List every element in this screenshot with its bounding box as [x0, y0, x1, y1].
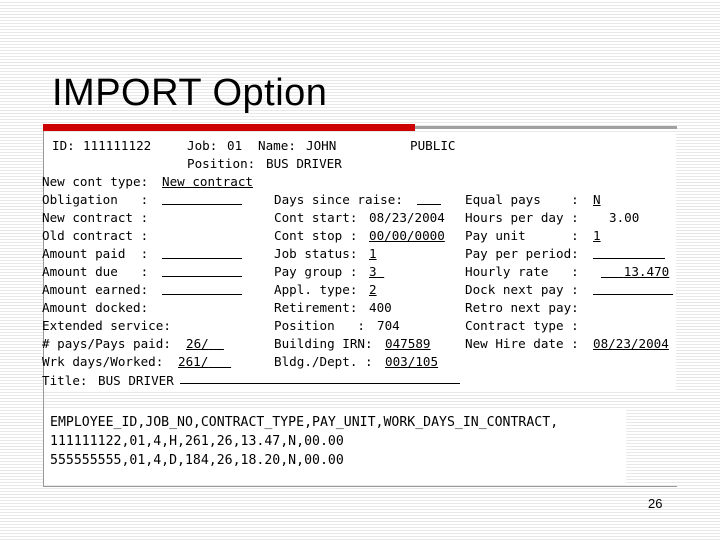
pays-label: # pays/Pays paid:	[42, 336, 171, 351]
pay-group-value: 3	[369, 264, 377, 279]
job-label: Job:	[187, 138, 218, 153]
building-irn-label: Building IRN:	[274, 336, 373, 351]
hours-per-day-value: 3.00	[609, 210, 640, 225]
csv-data-line: 111111122,01,4,H,261,26,13.47,N,00.00	[50, 434, 344, 449]
terminal-screen	[44, 134, 676, 392]
dock-next-pay-field[interactable]	[593, 283, 673, 298]
cont-start-label: Cont start:	[274, 210, 358, 225]
pay-unit-field[interactable]: 1	[593, 228, 601, 243]
days-since-raise-field[interactable]	[417, 193, 441, 208]
days-since-raise-label: Days since raise:	[274, 192, 403, 207]
title-accent-bar	[43, 124, 415, 131]
wrk-days-field[interactable]	[178, 355, 231, 369]
hours-per-day-label: Hours per day :	[465, 210, 579, 225]
title-divider	[415, 126, 677, 129]
title-label: Title:	[42, 373, 88, 388]
pay-per-period-field[interactable]	[593, 247, 665, 262]
new-cont-type-field[interactable]: New contract	[162, 174, 253, 189]
cont-stop-label: Cont stop :	[274, 228, 358, 243]
id-label: ID:	[52, 138, 75, 153]
first-name: JOHN	[306, 138, 337, 153]
dock-next-pay-label: Dock next pay :	[465, 282, 579, 297]
title-field-underline	[180, 383, 460, 384]
new-cont-type-label: New cont type:	[42, 174, 149, 189]
hourly-rate-field[interactable]	[601, 265, 669, 279]
wrk-days-label: Wrk days/Worked:	[42, 354, 164, 369]
amount-earned-label: Amount earned:	[42, 282, 149, 297]
id-value: 111111122	[83, 138, 152, 153]
amount-paid-label: Amount paid :	[42, 246, 149, 261]
obligation-field[interactable]	[162, 193, 242, 208]
building-irn-field[interactable]: 047589	[385, 336, 431, 351]
wrk-days-value: 261/	[178, 354, 209, 369]
csv-import-sample	[44, 410, 626, 485]
pays-field[interactable]	[186, 337, 224, 351]
retirement-value: 400	[369, 300, 392, 315]
pay-group-label: Pay group :	[274, 264, 358, 279]
old-contract-label: Old contract :	[42, 228, 149, 243]
position-value: BUS DRIVER	[266, 156, 342, 171]
amount-due-label: Amount due :	[42, 264, 149, 279]
pays-value: 26/	[186, 336, 209, 351]
name-label: Name:	[258, 138, 296, 153]
job-status-label: Job status:	[274, 246, 358, 261]
new-hire-date-label: New Hire date :	[465, 336, 579, 351]
amount-due-field[interactable]	[162, 265, 242, 280]
extended-service-label: Extended service:	[42, 318, 171, 333]
page-number: 26	[648, 496, 663, 511]
slide-title: IMPORT Option	[52, 72, 328, 114]
appl-type-label: Appl. type:	[274, 282, 358, 297]
hourly-rate-label: Hourly rate :	[465, 264, 579, 279]
new-contract-label: New contract :	[42, 210, 149, 225]
amount-earned-field[interactable]	[162, 283, 242, 298]
job-status-field[interactable]: 1	[369, 246, 377, 261]
position-label: Position:	[187, 156, 256, 171]
position-code-value: 704	[377, 318, 400, 333]
csv-data-line: 555555555,01,4,D,184,26,18.20,N,00.00	[50, 453, 344, 468]
pay-per-period-label: Pay per period:	[465, 246, 579, 261]
job-value: 01	[227, 138, 243, 153]
contract-type-label: Contract type :	[465, 318, 579, 333]
bldg-dept-field[interactable]: 003/105	[385, 354, 439, 369]
equal-pays-field[interactable]: N	[593, 192, 601, 207]
cont-stop-field[interactable]: 00/00/0000	[369, 228, 445, 243]
bldg-dept-label: Bldg./Dept. :	[274, 354, 373, 369]
csv-header-line: EMPLOYEE_ID,JOB_NO,CONTRACT_TYPE,PAY_UNIT,WORK_DAYS_IN_CONTRACT,	[50, 415, 559, 430]
position-code-label: Position :	[274, 318, 365, 333]
equal-pays-label: Equal pays :	[465, 192, 579, 207]
pay-group-field[interactable]	[369, 265, 384, 279]
obligation-label: Obligation :	[42, 192, 149, 207]
new-hire-date-field[interactable]: 08/23/2004	[593, 336, 669, 351]
retirement-label: Retirement:	[274, 300, 358, 315]
appl-type-field[interactable]: 2	[369, 282, 377, 297]
retro-next-pay-label: Retro next pay:	[465, 300, 579, 315]
cont-start-value: 08/23/2004	[369, 210, 445, 225]
hourly-rate-value: 13.470	[623, 264, 670, 279]
frame-bottom-border	[43, 486, 677, 487]
title-field[interactable]: BUS DRIVER	[98, 373, 174, 388]
amount-docked-label: Amount docked:	[42, 300, 149, 315]
pay-unit-label: Pay unit :	[465, 228, 579, 243]
amount-paid-field[interactable]	[162, 247, 242, 262]
last-name: PUBLIC	[410, 138, 456, 153]
